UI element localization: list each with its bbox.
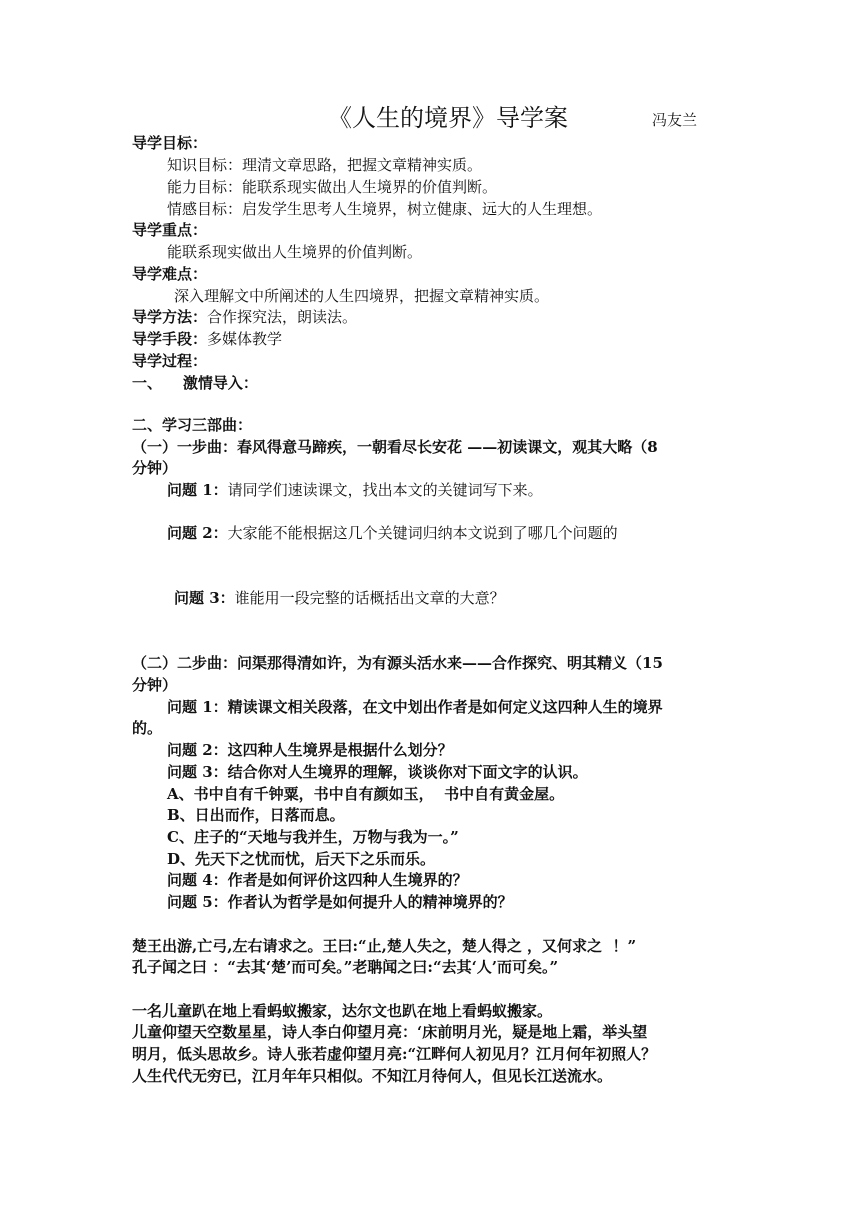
passage-line-2: 儿童仰望天空数星星，诗人李白仰望月亮：‘床前明月光，疑是地上霜，举头望 <box>132 1023 648 1041</box>
part1-q2-label: 问题 2： <box>167 524 228 542</box>
means-line <box>132 329 282 349</box>
difficulty-text: 深入理解文中所阐述的人生四境界，把握文章精神实质。 <box>174 287 550 305</box>
part2-option-c: C、庄子的“天地与我并生，万物与我为一。” <box>167 828 459 846</box>
part2-heading-line2: 分钟） <box>132 676 178 694</box>
part1-question-1 <box>167 480 543 500</box>
part1-q1-label: 问题 1： <box>167 481 228 499</box>
process-step-intro: 一、 激情导入： <box>132 374 258 392</box>
ability-goal: 能力目标：能联系现实做出人生境界的价值判断。 <box>167 178 498 196</box>
method-label: 导学方法： <box>132 308 208 326</box>
means-text: 多媒体教学 <box>207 330 283 348</box>
part1-q1-text: 请同学们速读课文，找出本文的关键词写下来。 <box>227 481 543 499</box>
goals-heading: 导学目标： <box>132 134 208 152</box>
author-name: 冯友兰 <box>652 111 698 129</box>
part1-question-3 <box>174 588 505 608</box>
part2-heading-line1: （二）二步曲：问渠那得清如许，为有源头活水来——合作探究、明其精义（15 <box>132 654 663 672</box>
part2-question-1: 问题 1：精读课文相关段落，在文中划出作者是如何定义这四种人生的境界 <box>167 698 663 716</box>
passage-line-4: 人生代代无穷已，江月年年只相似。不知江月待何人，但见长江送流水。 <box>132 1067 613 1085</box>
part2-question-2: 问题 2：这四种人生境界是根据什么划分？ <box>167 741 453 759</box>
part2-question-3: 问题 3：结合你对人生境界的理解，谈谈你对下面文字的认识。 <box>167 763 588 781</box>
part2-question-4: 问题 4：作者是如何评价这四种人生境界的？ <box>167 871 468 889</box>
knowledge-goal: 知识目标：理清文章思路，把握文章精神实质。 <box>167 156 483 174</box>
part1-heading-line2: 分钟） <box>132 459 178 477</box>
key-point-text: 能联系现实做出人生境界的价值判断。 <box>167 243 423 261</box>
part2-question-1-cont: 的。 <box>132 719 163 737</box>
difficulty-heading: 导学难点： <box>132 265 208 283</box>
process-heading: 导学过程： <box>132 352 208 370</box>
part2-option-a: A、书中自有千钟粟，书中自有颜如玉， 书中自有黄金屋。 <box>167 785 565 803</box>
means-label: 导学手段： <box>132 330 208 348</box>
method-text: 合作探究法，朗读法。 <box>207 308 358 326</box>
key-point-heading: 导学重点： <box>132 221 208 239</box>
part2-option-d: D、先天下之忧而忧，后天下之乐而乐。 <box>167 850 436 868</box>
part1-heading-line1: （一）一步曲：春风得意马蹄疾，一朝看尽长安花 ——初读课文，观其大略（8 <box>132 438 658 456</box>
part2-option-b: B、日出而作，日落而息。 <box>167 806 345 824</box>
story-line-1: 楚王出游,亡弓,左右请求之。王曰:“止,楚人失之，楚人得之 ，又何求之 ！” <box>132 937 637 955</box>
part2-question-5: 问题 5：作者认为哲学是如何提升人的精神境界的？ <box>167 893 513 911</box>
document-title: 《人生的境界》导学案 <box>328 104 568 132</box>
story-line-2: 孔子闻之曰 ：“去其‘楚’而可矣。”老聃闻之曰:“去其‘人’而可矣。” <box>132 958 559 976</box>
passage-line-1: 一名儿童趴在地上看蚂蚁搬家，达尔文也趴在地上看蚂蚁搬家。 <box>132 1002 553 1020</box>
part1-q3-text: 谁能用一段完整的话概括出文章的大意？ <box>234 589 505 607</box>
method-line <box>132 307 357 327</box>
passage-line-3: 明月，低头思故乡。诗人张若虚仰望月亮:“江畔何人初见月？江月何年初照人？ <box>132 1045 657 1063</box>
part1-q3-label: 问题 3： <box>174 589 235 607</box>
part1-question-2 <box>167 523 618 543</box>
emotion-goal: 情感目标：启发学生思考人生境界，树立健康、远大的人生理想。 <box>167 200 603 218</box>
part1-q2-text: 大家能不能根据这几个关键词归纳本文说到了哪几个问题的 <box>227 524 618 542</box>
process-step-three-parts: 二、学习三部曲： <box>132 416 253 434</box>
